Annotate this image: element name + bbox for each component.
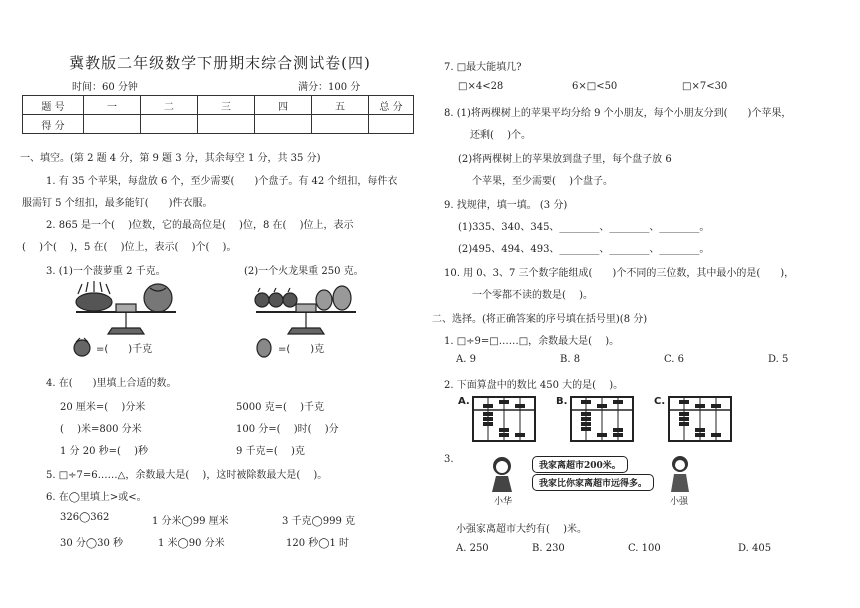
choice-3: 3. — [444, 454, 454, 465]
q7-item: □×4<28 — [458, 81, 504, 92]
q9-item: (2)495、494、493、________、________、________。 — [458, 244, 710, 255]
question-1-line-1: 1. 有 35 个苹果，每盘放 6 个，至少需要( )个盘子。有 42 个纽扣，每件衣 — [46, 176, 398, 187]
question-1-line-2: 服需钉 5 个纽扣，最多能钉( )件衣服。 — [22, 198, 213, 209]
name-xiaoqiang: 小强 — [670, 497, 689, 507]
question-4: 4. 在( )里填上合适的数。 — [46, 378, 177, 389]
question-8-line-3: (2)将两棵树上的苹果放到盘子里，每个盘子放 6 — [458, 154, 672, 165]
q4-item: 1 分 20 秒=( )秒 — [60, 446, 148, 457]
balance-scale-pineapple-icon — [72, 280, 180, 360]
q4-item: 100 分=( )时( )分 — [236, 424, 339, 435]
question-3-part-2: (2)一个火龙果重 250 克。 — [244, 266, 364, 277]
section-2-heading: 二、选择。(将正确答案的序号填在括号里)(8 分) — [432, 314, 648, 325]
table-cell[interactable] — [141, 115, 198, 134]
full-score-label: 满分：100 分 — [298, 82, 361, 93]
question-8-line-4: 个苹果，至少需要( )个盘子。 — [472, 176, 613, 187]
question-2-line-2: ( )个( )，5 在( )位上，表示( )个( )。 — [22, 242, 237, 253]
table-cell[interactable] — [312, 115, 369, 134]
q4-item: 9 千克=( )克 — [236, 446, 305, 457]
table-cell: 二 — [141, 96, 198, 115]
choice-option: A. 250 — [456, 543, 489, 554]
q6-item: 1 分米◯99 厘米 — [152, 516, 229, 527]
question-10-line-2: 一个零都不读的数是( )。 — [472, 290, 593, 301]
choice-option: D. 5 — [768, 354, 789, 365]
choice-option: C. 100 — [628, 543, 661, 554]
table-cell: 五 — [312, 96, 369, 115]
question-5: 5. □÷7=6……△，余数最大是( )，这时被除数最大是( )。 — [46, 470, 328, 481]
question-6: 6. 在◯里填上>或<。 — [46, 492, 147, 503]
question-7: 7. □最大能填几? — [444, 62, 522, 73]
q4-item: 5000 克=( )千克 — [236, 402, 324, 413]
question-9: 9. 找规律，填一填。 (3 分) — [444, 200, 568, 211]
q6-item: 120 秒◯1 时 — [286, 538, 349, 549]
name-xiaohua: 小华 — [494, 497, 513, 507]
table-row — [23, 115, 414, 134]
answer-1-text: =( )千克 — [96, 344, 153, 355]
q7-item: □×7<30 — [682, 81, 728, 92]
q6-item: 1 米◯90 分米 — [158, 538, 225, 549]
section-1-heading: 一、填空。(第 2 题 4 分，第 9 题 3 分，其余每空 1 分，共 35 分) — [20, 153, 321, 164]
choice-1: 1. □÷9=□……□，余数最大是( )。 — [444, 336, 620, 347]
boy-xiaoqiang-icon — [664, 454, 696, 494]
abacus-label-c: C. — [654, 396, 666, 407]
table-cell[interactable] — [255, 115, 312, 134]
choice-2: 2. 下面算盘中的数比 450 大的是( )。 — [444, 380, 624, 391]
table-cell: 一 — [84, 96, 141, 115]
table-cell: 得 分 — [23, 115, 84, 134]
choice-option: D. 405 — [738, 543, 772, 554]
choice-option: B. 230 — [532, 543, 565, 554]
q6-item: 30 分◯30 秒 — [60, 538, 123, 549]
abacus-label-a: A. — [458, 396, 470, 407]
table-cell: 题 号 — [23, 96, 84, 115]
question-8-line-2: 还剩( )个。 — [470, 130, 531, 141]
choice-option: C. 6 — [664, 354, 685, 365]
q6-item: 3 千克◯999 克 — [282, 516, 355, 527]
table-row — [23, 96, 414, 115]
q9-item: (1)335、340、345、________、________、________。 — [458, 222, 710, 233]
q7-item: 6×□<50 — [572, 81, 618, 92]
abacus-a-icon — [472, 396, 536, 442]
speech-bubble-2: 我家比你家离超市远得多。 — [532, 474, 654, 491]
girl-xiaohua-icon — [484, 454, 520, 494]
question-3-part-1: 3. (1)一个菠萝重 2 千克。 — [46, 266, 166, 277]
table-cell[interactable] — [84, 115, 141, 134]
balance-scale-pitaya-icon — [252, 280, 360, 360]
abacus-label-b: B. — [556, 396, 568, 407]
table-cell[interactable] — [198, 115, 255, 134]
score-table — [22, 95, 414, 134]
time-label: 时间：60 分钟 — [72, 82, 138, 93]
table-cell: 总 分 — [369, 96, 414, 115]
question-2-line-1: 2. 865 是一个( )位数，它的最高位是( )位，8 在( )位上，表示 — [46, 220, 354, 231]
choice-option: B. 8 — [560, 354, 581, 365]
q4-item: ( )米=800 分米 — [60, 424, 142, 435]
q4-item: 20 厘米=( )分米 — [60, 402, 146, 413]
choice-option: A. 9 — [456, 354, 476, 365]
page-title: 冀教版二年级数学下册期末综合测试卷(四) — [69, 54, 371, 72]
abacus-b-icon — [570, 396, 634, 442]
question-8-line-1: 8. (1)将两棵树上的苹果平均分给 9 个小朋友，每个小朋友分到( )个苹果， — [444, 108, 792, 119]
table-cell: 四 — [255, 96, 312, 115]
q6-item: 326◯362 — [60, 512, 110, 523]
choice-3-question: 小强家离超市大约有( )米。 — [456, 524, 587, 535]
speech-bubble-1: 我家离超市200米。 — [532, 456, 628, 473]
answer-2-text: =( )克 — [278, 344, 325, 355]
abacus-c-icon — [668, 396, 732, 442]
table-cell: 三 — [198, 96, 255, 115]
question-10-line-1: 10. 用 0、3、7 三个数字能组成( )个不同的三位数，其中最小的是( )， — [444, 268, 795, 279]
table-cell[interactable] — [369, 115, 414, 134]
